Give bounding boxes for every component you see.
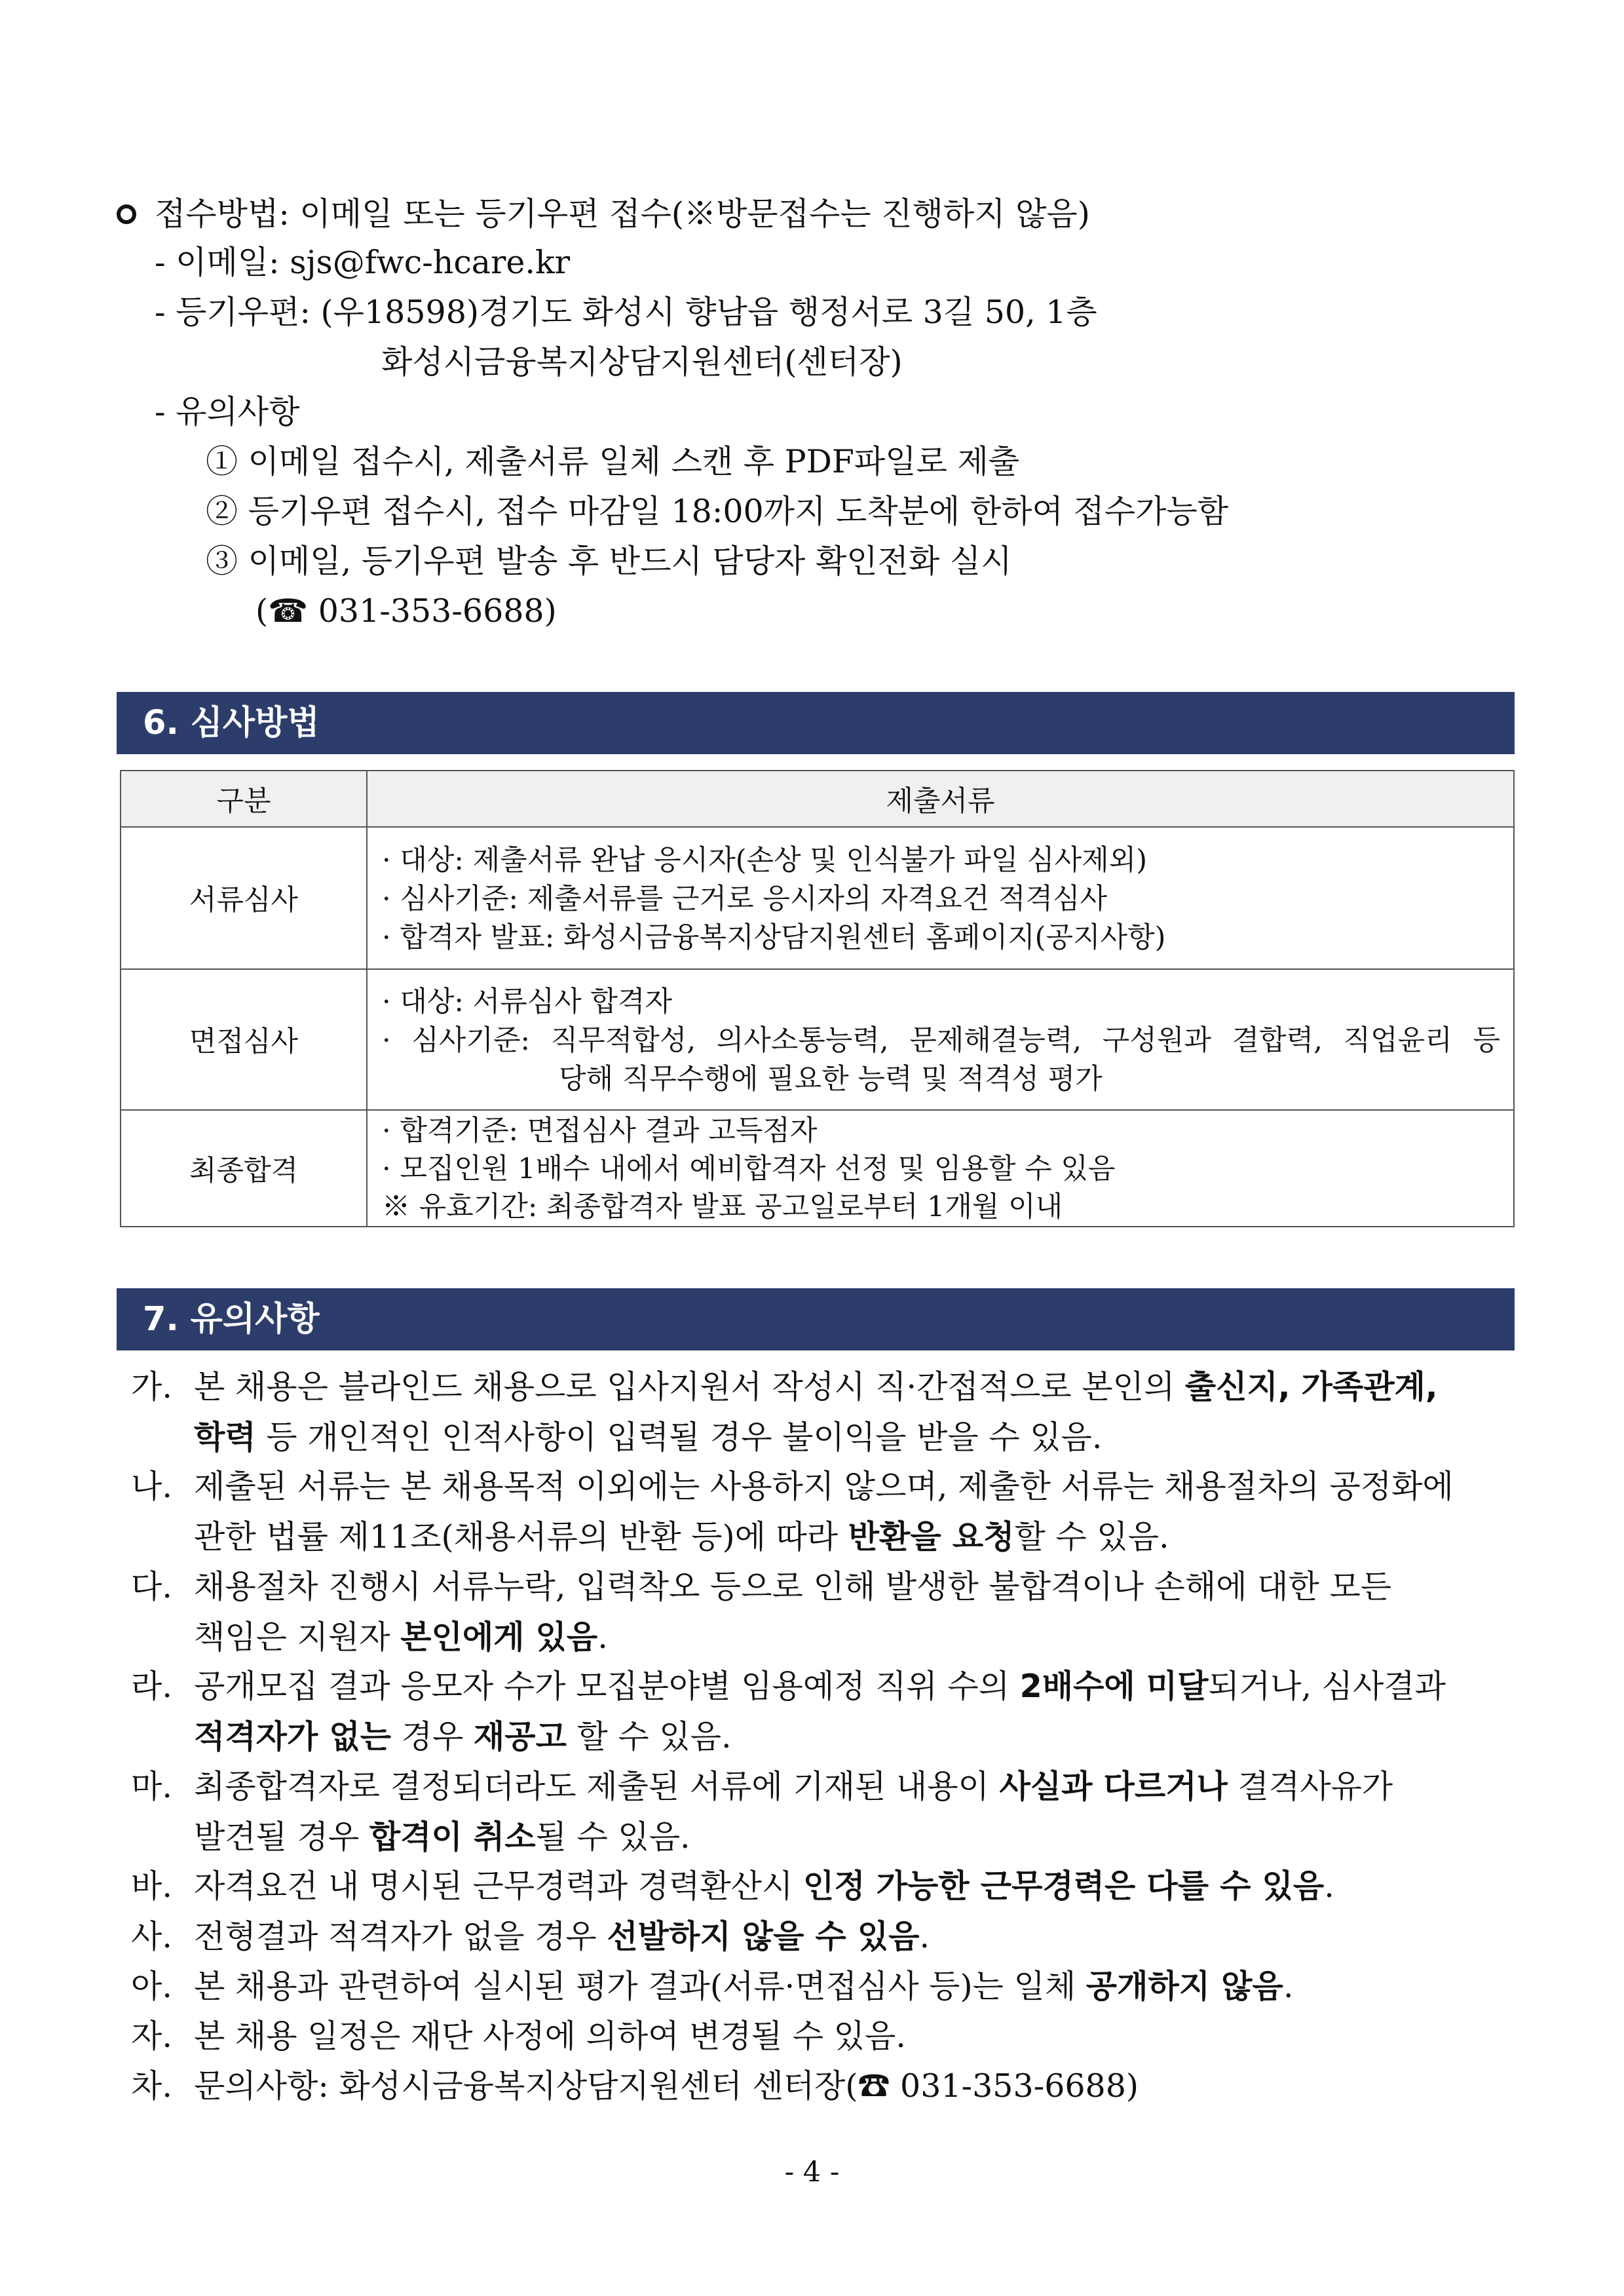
row-line: · 대상: 서류심사 합격자 <box>382 985 673 1018</box>
row-label-final: 최종합격 <box>121 1110 367 1227</box>
row-content <box>367 969 1514 1110</box>
receipt-post-recipient: 화성시금융복지상담지원센터(센터장) <box>381 343 903 381</box>
table-row <box>121 969 1514 1110</box>
receipt-post: - 등기우편: (우18598)경기도 화성시 향남읍 행정서로 3길 50, 1층 <box>155 294 1097 331</box>
row-line: · 합격기준: 면접심사 결과 고득점자 <box>382 1115 818 1147</box>
receipt-note-1: ① 이메일 접수시, 제출서류 일체 스캔 후 PDF파일로 제출 <box>206 443 1020 480</box>
row-content <box>367 827 1514 969</box>
list-item: 다. 채용절차 진행시 서류누락, 입력착오 등으로 인해 발생한 불합격이나 손해에 대한 모든 책임은 지원자 본인에게 있음. <box>131 1568 1392 1656</box>
receipt-notes-title: - 유의사항 <box>155 393 300 430</box>
row-line: · 대상: 제출서류 완납 응시자(손상 및 인식불가 파일 심사제외) <box>382 844 1147 877</box>
receipt-note-2: ② 등기우편 접수시, 접수 마감일 18:00까지 도착분에 한하여 접수가능함 <box>206 493 1229 530</box>
list-item: 마. 최종합격자로 결정되더라도 제출된 서류에 기재된 내용이 사실과 다르거나 결격사유가 발견될 경우 합격이 취소될 수 있음. <box>131 1768 1393 1856</box>
evaluation-table <box>120 770 1515 1227</box>
table-header-row <box>121 771 1514 827</box>
circle-bullet-icon <box>117 204 136 224</box>
row-line: · 합격자 발표: 화성시금융복지상담지원센터 홈페이지(공지사항) <box>382 921 1166 954</box>
receipt-phone: (☎ 031-353-6688) <box>255 592 557 630</box>
row-line: · 모집인원 1배수 내에서 예비합격자 선정 및 임용할 수 있음 <box>382 1153 1116 1185</box>
row-content <box>367 1110 1514 1227</box>
document-page: 접수방법: 이메일 또는 등기우편 접수(※방문접수는 진행하지 않음) - 이메일: sjs@fwc-hcare.kr - 등기우편: (우18598)경기도 화성시 향남읍 행정서로 3길 50, 1층 화성시금융복지상담지원센터(센터장) - 유의사항 ① 이메일 접수시, 제출서류 일체 스캔 후 PDF파일로 제출 ② 등기우편 접수시, 접수 마감일 18:00까지 도착분에 한하여 접수가능함 ③ 이메일, 등기우편 발송 후 반드시 담당자 확인전화 실시 (☎ 031-353-6688) 6. 심사방법 구분 제출서류 서류심사 · 대상: 제출서류 완납 응시자(손상 및 인식불가 파일 심사제외) · 심사기준: 제출서류를 근거로 응시자의 자격요건 적격심사 · 합격자 발표: 화성시금융복지상담지원센터 홈페이지(공지사항) 면접심사 · 대상: 서류심사 합격자 · 심사기준: 직무적합성, 의사소통능력, 문제해결능력, 구성원과 결합력, 직업윤리 등 당해 직무수행에 필요한 능력 및 적격성 평가 최종합격 · 합격기준: 면접심사 결과 고득점자 · 모집인원 1배수 내에서 예비합격자 선정 및 임용할 수 있음 ※ 유효기간: 최종합격자 발표 공고일로부터 1개월 이내 7. 유의사항 가. 본 채용은 블라인드 채용으로 입사지원서 작성시 직·간접적으로 본인의 출신지, 가족관계, 학력 등 개인적인 인적사항이 입력될 경우 불이익을 받을 수 있음. 나. 제출된 서류는 본 채용목적 이외에는 사용하지 않으며, 제출한 서류는 채용절차의 공정화에 관한 법률 제11조(채용서류의 반환 등)에 따라 반환을 요청할 수 있음. 다. 채용절차 진행시 서류누락, 입력착오 등으로 인해 발생한 불합격이나 손해에 대한 모든 책임은 지원자 본인에게 있음. 라. 공개모집 결과 응모자 수가 모집분야별 임용예정 직위 수의 2배수에 미달되거나, 심사결과 적격자가 없는 경우 재공고 할 수 있음. 마. 최종합격자로 결정되더라도 제출된 서류에 기재된 내용이 사실과 다르거나 결격사유가 발견될 경우 합격이 취소될 수 있음. 바. 자격요건 내 명시된 근무경력과 경력환산시 인정 가능한 근무경력은 다를 수 있음. 사. 전형결과 적격자가 없을 경우 선발하지 않을 수 있음. 아. 본 채용과 관련하여 실시된 평가 결과(서류·면접심사 등)는 일체 공개하지 않음. 자. 본 채용 일정은 재단 사정에 의하여 변경될 수 있음. 차. 문의사항: 화성시금융복지상담지원센터 센터장(☎ 031-353-6688) - 4 - <box>0 0 1624 2296</box>
list-item: 가. 본 채용은 블라인드 채용으로 입사지원서 작성시 직·간접적으로 본인의 출신지, 가족관계, 학력 등 개인적인 인적사항이 입력될 경우 불이익을 받을 수 있음. <box>131 1368 1438 1456</box>
row-label-document-review: 서류심사 <box>121 827 367 969</box>
table-row <box>121 827 1514 969</box>
row-line-justified: · 심사기준: 직무적합성, 의사소통능력, 문제해결능력, 구성원과 결합력, 직업윤리 등 <box>382 1024 1500 1057</box>
list-item: 나. 제출된 서류는 본 채용목적 이외에는 사용하지 않으며, 제출한 서류는 채용절차의 공정화에 관한 법률 제11조(채용서류의 반환 등)에 따라 반환을 요청할 수 있음. <box>131 1468 1454 1556</box>
list-item: 라. 공개모집 결과 응모자 수가 모집분야별 임용예정 직위 수의 2배수에 미달되거나, 심사결과 적격자가 없는 경우 재공고 할 수 있음. <box>131 1668 1446 1755</box>
section6-header: 6. 심사방법 <box>117 692 1515 754</box>
row-line: · 심사기준: 제출서류를 근거로 응시자의 자격요건 적격심사 <box>382 883 1108 915</box>
receipt-email: - 이메일: sjs@fwc-hcare.kr <box>155 244 571 281</box>
row-label-interview: 면접심사 <box>121 969 367 1110</box>
page-number: - 4 - <box>784 2156 840 2189</box>
section7-header: 7. 유의사항 <box>117 1288 1515 1350</box>
table-header-documents: 제출서류 <box>367 771 1514 827</box>
row-line: ※ 유효기간: 최종합격자 발표 공고일로부터 1개월 이내 <box>382 1191 1063 1223</box>
table-row <box>121 1110 1514 1227</box>
row-line: 당해 직무수행에 필요한 능력 및 적격성 평가 <box>559 1063 1103 1096</box>
receipt-title: 접수방법: 이메일 또는 등기우편 접수(※방문접수는 진행하지 않음) <box>117 194 1090 235</box>
table-header-category: 구분 <box>121 771 367 827</box>
receipt-note-3: ③ 이메일, 등기우편 발송 후 반드시 담당자 확인전화 실시 <box>206 543 1012 580</box>
